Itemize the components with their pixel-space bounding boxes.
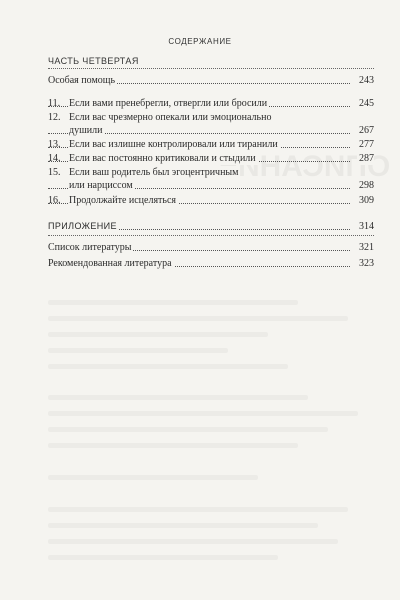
toc-entry-page: 243 xyxy=(359,75,374,86)
toc-entry-chapter-15-line-1 xyxy=(48,166,374,179)
part-four-heading: ЧАСТЬ ЧЕТВЕРТАЯ xyxy=(48,56,139,66)
toc-entry-bibliography xyxy=(48,241,374,254)
toc-entry-page: 314 xyxy=(359,221,374,232)
toc-entry-page: 277 xyxy=(359,139,374,150)
toc-entry-title: Если вас излишне контролировали или тиранили xyxy=(69,139,278,150)
chapter-number: 15. xyxy=(48,167,61,178)
toc-entry-chapter-16 xyxy=(48,194,374,207)
toc-entry-title: Если вами пренебрегли, отвергли или бросили xyxy=(69,98,268,109)
toc-entry-intro xyxy=(48,74,374,87)
chapter-number: 11. xyxy=(48,98,61,109)
toc-entry-title: Рекомендованная литература xyxy=(48,258,172,269)
toc-entry-title: Если ваш родитель был эгоцентричным xyxy=(69,167,239,178)
toc-entry-title-continued: душили xyxy=(69,125,103,136)
chapter-number: 14. xyxy=(48,153,61,164)
toc-entry-title: Особая помощь xyxy=(48,75,116,86)
toc-entry-title: Список литературы xyxy=(48,242,132,253)
page-title: СОДЕРЖАНИЕ xyxy=(168,37,232,46)
toc-entry-chapter-15 xyxy=(48,179,374,192)
toc-entry-title-continued: или нарциссом xyxy=(69,180,133,191)
toc-entry-page: 309 xyxy=(359,195,374,206)
toc-entry-page: 321 xyxy=(359,242,374,253)
toc-entry-recommended-reading xyxy=(48,257,374,270)
toc-entry-page: 287 xyxy=(359,153,374,164)
toc-entry-chapter-11 xyxy=(48,97,374,110)
appendix-heading: ПРИЛОЖЕНИЕ xyxy=(48,221,117,231)
section-divider xyxy=(48,68,374,69)
toc-entry-title: Если вас постоянно критиковали и стыдили xyxy=(69,153,256,164)
toc-entry-chapter-12 xyxy=(48,124,374,137)
chapter-number: 12. xyxy=(48,112,61,123)
toc-entry-chapter-12-line-1 xyxy=(48,111,374,124)
toc-entry-appendix xyxy=(48,220,374,233)
toc-entry-title: Продолжайте исцеляться xyxy=(69,195,177,206)
toc-entry-page: 245 xyxy=(359,98,374,109)
toc-entry-page: 323 xyxy=(359,258,374,269)
toc-entry-chapter-14 xyxy=(48,152,374,165)
chapter-number: 13. xyxy=(48,139,61,150)
toc-entry-page: 298 xyxy=(359,180,374,191)
toc-entry-page: 267 xyxy=(359,125,374,136)
section-divider xyxy=(48,235,374,236)
chapter-number: 16. xyxy=(48,195,61,206)
toc-entry-title: Если вас чрезмерно опекали или эмоционально xyxy=(69,112,272,123)
toc-entry-chapter-13 xyxy=(48,138,374,151)
